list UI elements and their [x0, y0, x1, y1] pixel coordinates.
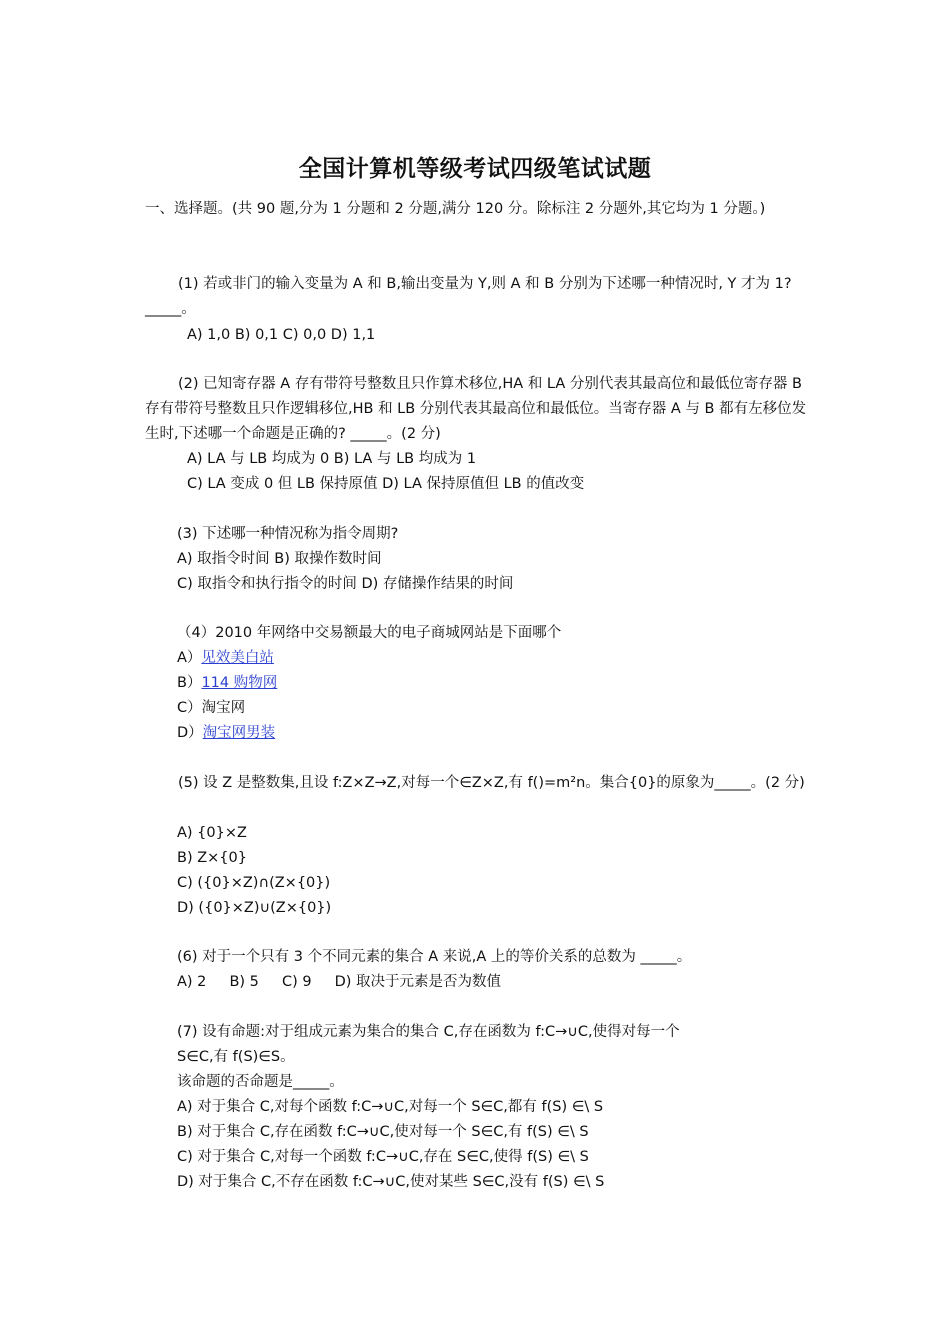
- section-intro: 一、选择题。(共 90 题,分为 1 分题和 2 分题,满分 120 分。除标注 2 分题外,其它均为 1 分题。): [145, 201, 766, 217]
- question-5-option-d: D) ({0}×Z)∪(Z×{0}): [177, 900, 332, 916]
- question-4-option-b: [177, 671, 277, 696]
- option-b-link[interactable]: 114 购物网: [201, 675, 278, 691]
- option-d-link[interactable]: 淘宝网男装: [202, 725, 276, 741]
- question-5-option-c: C) ({0}×Z)∩(Z×{0}): [177, 875, 331, 891]
- question-2-stem: (2) 已知寄存器 A 存有带符号整数且只作算术移位,HA 和 LA 分别代表其最高位和最低位寄存器 B 存有带符号整数且只作逻辑移位,HB 和 LB 分别代表其最高位和最低位。当寄存器 A 与 B 都有左移位发生时,下述哪一个命题是正确的? _____。(2 分): [145, 376, 807, 442]
- option-a-label: A）: [177, 650, 202, 666]
- question-5-option-b: B) Z×{0}: [177, 850, 247, 866]
- question-7-option-d: D) 对于集合 C,不存在函数 f:C→∪C,使对某些 S∈C,没有 f(S) ∈\ S: [177, 1174, 605, 1190]
- page-title: 全国计算机等级考试四级笔试试题: [298, 156, 652, 182]
- question-6-options: A) 2 B) 5 C) 9 D) 取决于元素是否为数值: [177, 974, 502, 990]
- question-6-stem: (6) 对于一个只有 3 个不同元素的集合 A 来说,A 上的等价关系的总数为 _____。: [177, 949, 692, 965]
- question-4-option-c: C）淘宝网: [177, 700, 246, 716]
- question-4-option-d: [177, 721, 275, 746]
- question-7-option-a: A) 对于集合 C,对每个函数 f:C→∪C,对每一个 S∈C,都有 f(S) ∈\ S: [177, 1099, 604, 1115]
- question-2-options-ab: A) LA 与 LB 均成为 0 B) LA 与 LB 均成为 1: [187, 451, 477, 467]
- question-7-stem-line-1: (7) 设有命题:对于组成元素为集合的集合 C,存在函数为 f:C→∪C,使得对每一个: [177, 1024, 680, 1040]
- question-4-option-a: [177, 646, 274, 671]
- question-7-option-c: C) 对于集合 C,对每一个函数 f:C→∪C,存在 S∈C,使得 f(S) ∈\ S: [177, 1149, 589, 1165]
- option-d-label: D）: [177, 725, 203, 741]
- question-7-stem-line-2: S∈C,有 f(S)∈S。: [177, 1049, 295, 1065]
- question-3-options-ab: A) 取指令时间 B) 取操作数时间: [177, 551, 382, 567]
- question-5-option-a: A) {0}×Z: [177, 825, 247, 841]
- question-1-stem: (1) 若或非门的输入变量为 A 和 B,输出变量为 Y,则 A 和 B 分别为下述哪一种情况时, Y 才为 1?_____。: [145, 276, 792, 317]
- question-5-stem: (5) 设 Z 是整数集,且设 f:Z×Z→Z,对每一个∈Z×Z,有 f()=m²n。集合{0}的原象为_____。(2 分): [178, 775, 805, 791]
- question-7-option-b: B) 对于集合 C,存在函数 f:C→∪C,使对每一个 S∈C,有 f(S) ∈\ S: [177, 1124, 589, 1140]
- question-4-stem: （4）2010 年网络中交易额最大的电子商城网站是下面哪个: [177, 625, 562, 641]
- question-7-stem-line-3: 该命题的否命题是_____。: [177, 1074, 344, 1090]
- question-1-options: A) 1,0 B) 0,1 C) 0,0 D) 1,1: [187, 327, 376, 343]
- question-2-options-cd: C) LA 变成 0 但 LB 保持原值 D) LA 保持原值但 LB 的值改变: [187, 476, 585, 492]
- question-3-stem: (3) 下述哪一种情况称为指令周期?: [177, 526, 399, 542]
- question-3-options-cd: C) 取指令和执行指令的时间 D) 存储操作结果的时间: [177, 576, 514, 592]
- option-b-label: B）: [177, 675, 202, 691]
- option-a-link[interactable]: 见效美白站: [201, 650, 274, 666]
